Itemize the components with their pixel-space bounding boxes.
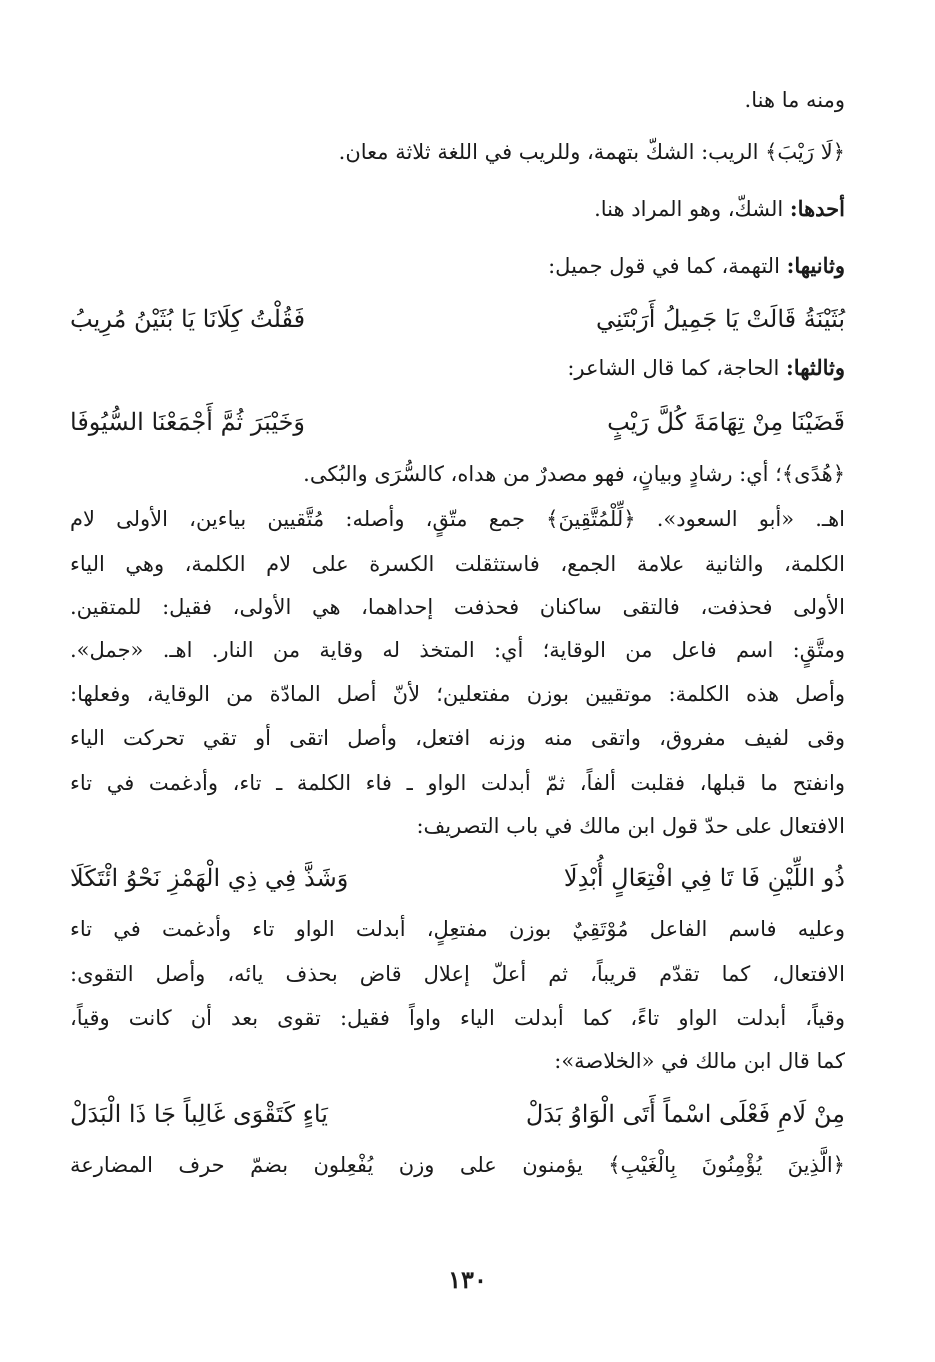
text-segment: الحاجة، كما قال الشاعر: bbox=[567, 356, 780, 380]
poetry-verse bbox=[70, 1100, 845, 1129]
text-line bbox=[548, 253, 845, 279]
text-line: ﴿لَا رَيْبَ﴾ الريب: الشكّ بتهمة، وللريب في اللغة ثلاثة معان. bbox=[338, 140, 845, 164]
text-line: كما قال ابن مالك في «الخلاصة»: bbox=[554, 1049, 845, 1073]
text-line: وقياً، أبدلت الواو تاءً، كما أبدلت الياء واواً فقيل: تقوى بعد أن كانت وقياً، bbox=[70, 1006, 845, 1030]
text-line: وانفتح ما قبلها، فقلبت ألفاً، ثمّ أبدلت الواو ـ فاء الكلمة ـ تاء، وأدغمت في تاء bbox=[70, 771, 845, 795]
text-line bbox=[594, 196, 845, 222]
text-line: ومتَّقٍ: اسم فاعل من الوقاية؛ أي: المتخذ له وقاية من النار. اهـ. «جمل». bbox=[70, 638, 845, 662]
text-line: وقى لفيف مفروق، واتقى منه وزنه افتعل، وأصل اتقى أو تقي تحركت الياء bbox=[70, 726, 845, 750]
text-line: الكلمة، والثانية علامة الجمع، فاستثقلت الكسرة على لام الكلمة، وهي الياء bbox=[70, 552, 845, 576]
verse-second-hemistich: وَشَذَّ فِي ذِي الْهَمْزِ نَحْوُ ائْتَكَلَا bbox=[70, 864, 349, 892]
text-line: الافتعال، كما تقدّم قريباً، ثم أعلّ إعلال قاض بحذف يائه، وأصل التقوى: bbox=[70, 962, 845, 986]
enumeration-label: وثانيها: bbox=[786, 253, 845, 278]
text-segment: الشكّ، وهو المراد هنا. bbox=[594, 197, 784, 221]
text-line: ﴿هُدًى﴾؛ أي: رشادٍ وبيانٍ، فهو مصدرٌ من هداه، كالسُّرَى والبُكى. bbox=[303, 462, 845, 486]
text-line: ﴿الَّذِينَ يُؤْمِنُونَ بِالْغَيْبِ﴾ يؤمنون على وزن يُفْعِلون بضمّ حرف المضارعة bbox=[70, 1153, 845, 1177]
text-line: ومنه ما هنا. bbox=[744, 88, 845, 112]
text-line bbox=[567, 355, 845, 381]
poetry-verse bbox=[70, 305, 845, 334]
enumeration-label: وثالثها: bbox=[786, 355, 845, 380]
poetry-verse bbox=[70, 864, 845, 893]
verse-second-hemistich: وَخَيْبَرَ ثُمَّ أَجْمَعْنَا السُّيُوفَا bbox=[70, 408, 306, 436]
text-line: الافتعال على حدّ قول ابن مالك في باب التصريف: bbox=[416, 814, 845, 838]
text-segment: التهمة، كما في قول جميل: bbox=[548, 254, 780, 278]
poetry-verse bbox=[70, 408, 845, 437]
verse-first-hemistich: ذُو اللِّيْنِ فَا تَا فِي افْتِعَالٍ أُبْدِلَا bbox=[563, 864, 845, 892]
text-line: وعليه فاسم الفاعل مُوْتَقِيٌ بوزن مفتعِلٍ، أبدلت الواو تاء وأدغمت في تاء bbox=[70, 917, 845, 941]
verse-first-hemistich: بُثَيْنَةُ قَالَتْ يَا جَمِيلُ أَرَبْتَنِي bbox=[596, 305, 845, 333]
verse-second-hemistich: يَاءٍ كَتَقْوَى غَالِباً جَا ذَا الْبَدَلْ bbox=[70, 1100, 328, 1128]
text-line: وأصل هذه الكلمة: موتقيين بوزن مفتعلين؛ لأنّ أصل المادّة من الوقاية، وفعلها: bbox=[70, 682, 845, 706]
verse-second-hemistich: فَقُلْتُ كِلَانَا يَا بُثَيْنُ مُرِيبُ bbox=[70, 305, 306, 333]
verse-first-hemistich: مِنْ لَامِ فَعْلَى اسْماً أَتَى الْوَاوُ بَدَلْ bbox=[525, 1100, 845, 1128]
page-number: ١٣٠ bbox=[448, 1265, 487, 1294]
verse-first-hemistich: قَضَيْنَا مِنْ تِهَامَةَ كُلَّ رَيْبٍ bbox=[607, 408, 845, 436]
text-line: اهـ. «أبو السعود». ﴿لِّلْمُتَّقِينَ﴾ جمع متّقٍ، وأصله: مُتَّقيين بياءين، الأولى لام bbox=[70, 507, 845, 531]
enumeration-label: أحدها: bbox=[789, 196, 845, 221]
text-line: الأولى فحذفت، فالتقى ساكنان فحذفت إحداهما، هي الأولى، فقيل: للمتقين. bbox=[70, 595, 845, 619]
